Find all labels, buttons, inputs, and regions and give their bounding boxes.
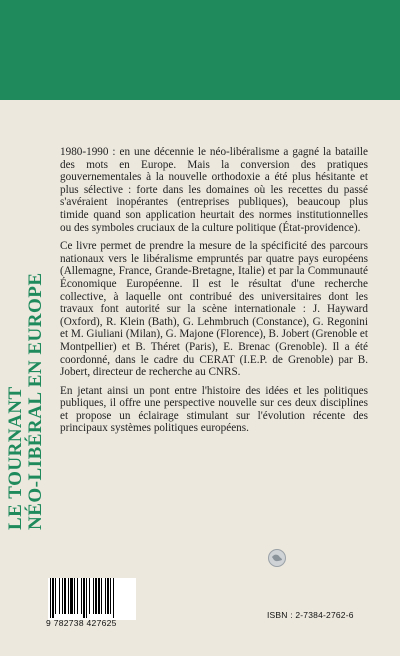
barcode-bar: [64, 578, 66, 614]
barcode-bar: [70, 578, 73, 614]
barcode-bar: [101, 578, 102, 614]
barcode-bar: [86, 578, 87, 618]
vertical-title: [3, 100, 47, 530]
title-line-1: LE TOURNANT: [5, 386, 26, 530]
barcode-bar: [81, 578, 82, 614]
barcode-bar: [113, 578, 114, 618]
green-header-band: [0, 0, 400, 100]
barcode-bar: [93, 578, 94, 614]
barcode-bar: [107, 578, 109, 614]
barcode-bar: [98, 578, 100, 614]
isbn-label: ISBN : 2-7384-2762-6: [267, 610, 354, 620]
barcode-bar: [52, 578, 54, 618]
title-line-2: NÉO-LIBÉRAL EN EUROPE: [25, 272, 46, 530]
barcode-bar: [89, 578, 90, 614]
barcode-bar: [68, 578, 69, 614]
barcode-bar: [50, 578, 51, 618]
barcode-bar: [95, 578, 97, 614]
barcode: [48, 578, 136, 620]
barcode-number: 9 782738 427625: [46, 618, 117, 628]
paragraph-conclusion: En jetant ainsi un pont entre l'histoire des idées et les politiques publiques, il offre une perspective nouvelle sur ces deux disciplines et propose un éclairage stimulant sur l'évolution récente des principaux systèmes politiques européens.: [60, 384, 368, 435]
barcode-bar: [105, 578, 106, 614]
barcode-bar: [77, 578, 78, 614]
paragraph-intro: 1980-1990 : en une décennie le néo-libéralisme a gagné la bataille des mots en Europe. Mais la conversion des pratiques gouvernementales à la nouvelle orthodoxie a été plus hésitante et plus sélective : forte dans les domaines où les recettes du passé s'avéraient inopérantes (entreprises publiques), beaucoup plus timide quand son application heurtait des normes institutionnelles ou des symboles cruciaux de la culture politique (État-providence).: [60, 146, 368, 234]
barcode-bar: [74, 578, 75, 614]
paragraph-contributors: Ce livre permet de prendre la mesure de la spécificité des parcours nationaux vers le libéralisme empruntés par quatre pays européens (Allemagne, France, Grande-Bretagne, Italie) et par la Communauté Économique Européenne. Il est le résultat d'une recherche collective, à laquelle ont contribué des universitaires dont les travaux font autorité sur la scène internationale : J. Hayward (Oxford), R. Klein (Bath), G. Lehmbruch (Constance), G. Regonini et M. Giuliani (Milan), G. Majone (Florence), B. Jobert (Grenoble et Montpellier) et B. Théret (Paris), E. Brenac (Grenoble). Il a été coordonné, dans le cadre du CERAT (I.E.P. de Grenoble) par B. Jobert, directeur de recherche au CNRS.: [60, 240, 368, 379]
barcode-bar: [110, 578, 111, 614]
barcode-bar: [62, 578, 63, 614]
barcode-bar: [83, 578, 85, 618]
blurb-text: [60, 146, 368, 441]
barcode-bar: [55, 578, 56, 614]
publisher-logo-icon: [267, 548, 287, 568]
barcode-bar: [59, 578, 60, 614]
